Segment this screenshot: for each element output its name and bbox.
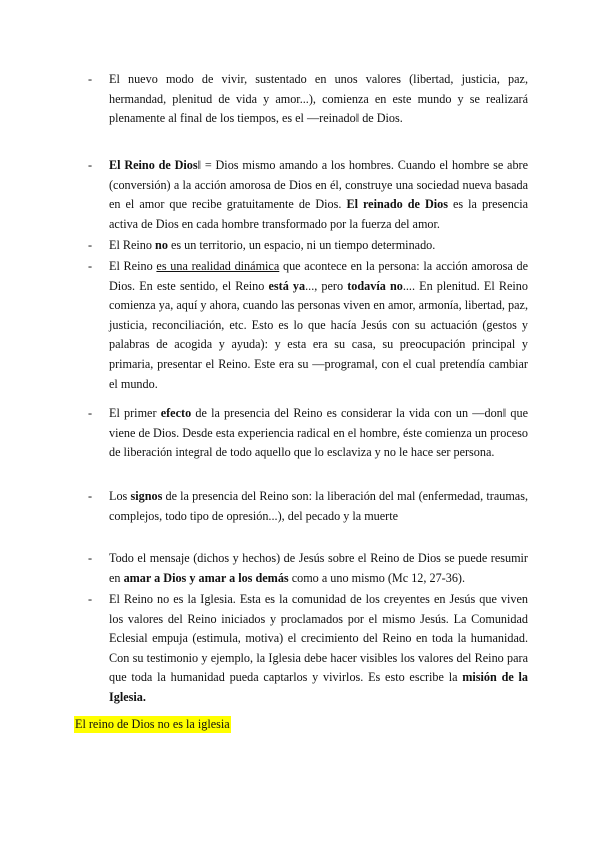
bullet-text [109,156,528,234]
text-segment-bold: signos [130,489,163,503]
bullet-text [109,70,528,129]
text-segment: El Reino [109,259,157,273]
bullet-dash: - [88,72,93,86]
text-segment: que acontece en la persona: la acción amorosa de Dios. En este sentido, el Reino [109,259,528,293]
text-segment: Todo el mensaje (dichos y hechos) de Jesús sobre el Reino de Dios se puede resumir en [109,551,528,585]
bullet-text [109,236,528,256]
bullet-dash: - [88,406,93,420]
bullet-item [88,590,528,708]
text-segment: .... En plenitud. El Reino comienza ya, aquí y ahora, cuando las personas viven en amor, armonía, libertad, paz, justicia, reconciliación, etc. Esto es lo que hacía Jesús con su actuación (gestos y palabras de acogida y ayuda): y esta era su casa, su preocupación principal y primaria, presentar el Reino. Este era su ―programa‖, con el cual pretendía cambiar el mundo. [109,278,528,391]
text-segment-bold: misión de la Iglesia. [109,670,528,704]
text-segment: El primer [109,406,161,420]
text-segment: de la presencia del Reino es considerar la vida con un ―don‖ que viene de Dios. Desde esta experiencia radical en el hombre, éste comienza un proceso de liberación integral de todo aquello que lo esclaviza y no le hace ser persona. [109,406,528,460]
text-segment-bold: El Reino de Dios [109,158,198,172]
bullet-item [88,236,528,256]
bullet-dash: - [88,259,93,273]
text-segment: es la presencia activa de Dios en cada hombre transformado por la fuerza del amor. [109,197,528,231]
bullet-item [88,156,528,234]
text-segment-bold: El reinado de Dios [346,197,448,212]
bullet-text [109,404,528,463]
text-segment: ..., pero [305,278,348,293]
text-segment-underline: es una realidad dinámica [156,259,280,273]
text-segment: como a uno mismo (Mc 12, 27-36). [288,570,466,585]
bullet-item [88,257,528,394]
text-segment: El nuevo modo de vivir, sustentado en unos valores (libertad, justicia, paz, hermandad, plenitud de vida y amor...), comienza en este mundo y se realizará plenamente al final de los tiempos, es el ―reinado‖ de Dios. [109,72,528,126]
bullet-dash: - [88,551,93,565]
text-segment-bold: está ya [268,278,306,293]
highlighted-note: El reino de Dios no es la iglesia [75,717,230,731]
bullet-item [88,404,528,463]
bullet-text [109,590,528,708]
text-segment-bold: no [155,238,168,252]
text-segment-bold: efecto [160,406,192,420]
text-segment: El Reino no es la Iglesia. Esta es la comunidad de los creyentes en Jesús que viven los valores del Reino iniciados y proclamados por el mismo Jesús. La Comunidad Eclesial empuja (estimula, motiva) el crecimiento del Reino en toda la humanidad. Con su testimonio y ejemplo, la Iglesia debe hacer visibles los valores del Reino para que toda la humanidad pueda captarlos y vivirlos. Es esto escribe la [109,592,528,685]
bullet-text [109,549,528,588]
text-segment: El Reino [109,238,156,252]
bullet-dash: - [88,592,93,606]
text-segment-bold: amar a Dios y amar a los demás [123,570,289,585]
bullet-dash: - [88,489,93,503]
bullet-item [88,549,528,588]
bullet-text [109,257,528,394]
text-segment: es un territorio, un espacio, ni un tiempo determinado. [167,238,436,252]
bullet-text [109,487,528,526]
bullet-dash: - [88,238,93,252]
bullet-item [88,70,528,129]
text-segment: de la presencia del Reino son: la liberación del mal (enfermedad, traumas, complejos, todo tipo de opresión...), del pecado y la muerte [109,489,528,523]
text-segment: Los [109,489,131,503]
bullet-dash: - [88,158,93,172]
text-segment-bold: todavía no [347,278,403,293]
bullet-item [88,487,528,526]
text-segment: ‖ = Dios mismo amando a los hombres. Cuando el hombre se abre (conversión) a la acción amorosa de Dios en él, construye una sociedad nueva basada en el amor que recibe gratuitamente de Dios. [109,158,529,212]
